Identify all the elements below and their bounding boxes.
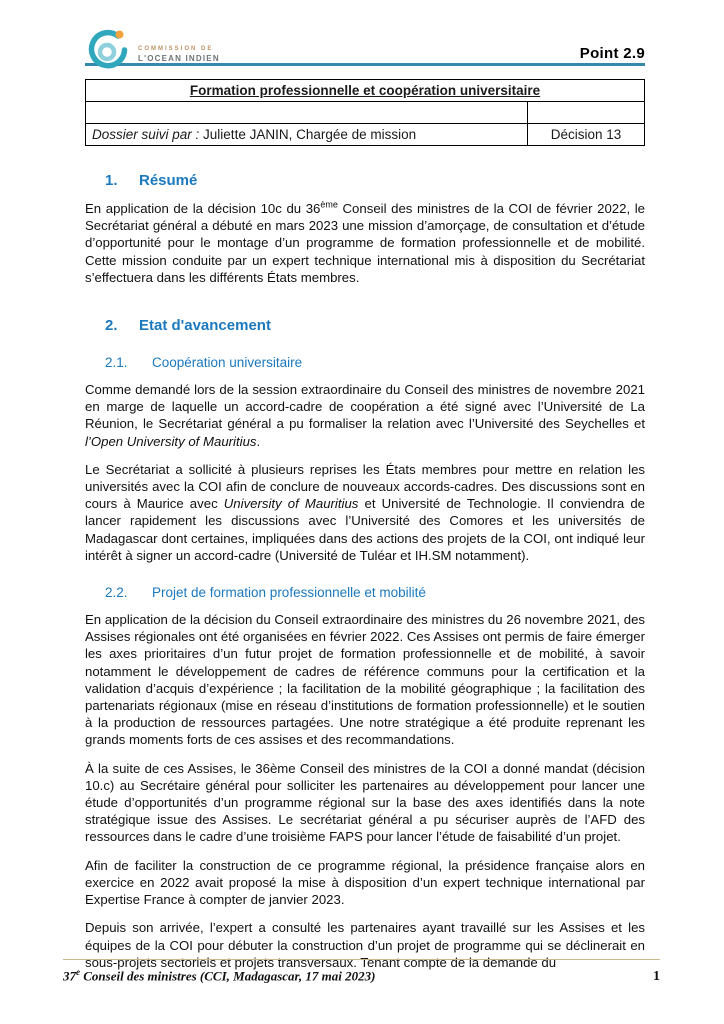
- section-2-title: Etat d'avancement: [139, 317, 271, 335]
- text-run: En application de la décision 10c du 36: [85, 201, 321, 216]
- text-run: et Université de Technologie. Il conviendra de lancer rapidement les discussions avec l’Université des Comores et les universités de Madagascar dont certaines, impliquées dans des actions des projets de la COI, ont indiqué leur intérêt à signer un accord-cadre (Université de Tuléar et IH.SM notamment).: [85, 496, 646, 563]
- section-2-1-title: Coopération universitaire: [152, 355, 303, 371]
- text-run: .: [256, 433, 261, 449]
- coi-swirl-icon: [85, 27, 131, 78]
- document-title-table: [85, 79, 645, 146]
- logo-line1: COMMISSION DE: [138, 46, 214, 52]
- text-run: Conseil des ministres de la COI de février 2022, le Secrétariat général a débuté en mars 2023 une mission d’amorçage, de consultation et d’étude d’opportunité pour le montage d’un programme de formation professionnelle et de mobilité. Cette mission conduite par un expert technique international mis à disposition du Secrétariat s’effectuera dans les différents États membres.: [85, 201, 646, 285]
- text-run: Le Secrétariat a sollicité à plusieurs reprises les États membres pour mettre en relation les universités avec la COI afin de conclure de nouveaux accords-cadres. Des discussions sont en cours à Maurice avec: [85, 461, 645, 512]
- dossier-cell: [86, 124, 528, 146]
- table-row-dossier: [86, 124, 645, 146]
- section-2-2-paragraph-3: Afin de faciliter la construction de ce programme régional, la présidence française alors en exercice en 2022 avait proposé la mise à disposition d’un expert technique international par Expertise France à compter de janvier 2023.: [85, 857, 645, 908]
- section-2-2-paragraph-1: En application de la décision du Conseil extraordinaire des ministres du 26 novembre 2021, des Assises régionales ont été organisées en février 2022. Ces Assises ont permis de faire émerger les axes prioritaires d’un futur projet de formation professionnelle et de mobilité, à savoir notamment le développement de cadres de référence communs pour la certification et la validation d’acquis d’expérience ; la facilitation de la mobilité géographique ; la facilitation des partenariats régionaux (mise en réseau d’institutions de formation professionnelle) et le soutien à la production de ressources partagées. Une notre stratégique a été produite reprenant les grands moments forts de ces assises et des recommandations.: [85, 612, 645, 748]
- text-run: Comme demandé lors de la session extraordinaire du Conseil des ministres de novembre 2021 en marge de laquelle un accord-cadre de coopération a été signé avec l’Université de La Réunion, le Secrétariat général a pu formaliser la relation avec l’Université des Seychelles et: [85, 382, 645, 432]
- text-run: Conseil des ministres (CCI, Madagascar, 17 mai 2023): [80, 968, 376, 984]
- document-content: [85, 0, 645, 971]
- superscript-run: e: [76, 967, 80, 977]
- footer-reference: [63, 967, 375, 984]
- logo-line2: L'OCEAN INDIEN: [138, 54, 220, 63]
- section-2-2-number: 2.2.: [105, 585, 128, 601]
- page-number: 1: [653, 969, 660, 985]
- dossier-label: Dossier suivi par :: [92, 127, 200, 142]
- agenda-point-label: Point 2.9: [579, 45, 645, 62]
- italic-run: University of Mauritius: [223, 496, 359, 512]
- section-2-1-paragraph-2: [85, 461, 645, 564]
- section-2-2-heading: [85, 585, 645, 600]
- section-2-2-title: Projet de formation professionnelle et mobilité: [152, 585, 426, 601]
- spacer-cell-left: [86, 102, 528, 124]
- table-row-spacer: [86, 102, 645, 124]
- section-2-number: 2.: [105, 317, 118, 335]
- section-2-1-paragraph-1: [85, 381, 645, 450]
- section-2-1-heading: [85, 355, 645, 370]
- section-2-1-number: 2.1.: [105, 355, 128, 371]
- decision-cell: Décision 13: [528, 124, 645, 146]
- table-row-title: [86, 80, 645, 102]
- spacer-cell-right: [528, 102, 645, 124]
- italic-run: l’Open University of Mauritius: [85, 433, 257, 449]
- section-2-2-paragraph-4: Depuis son arrivée, l’expert a consulté les partenaires ayant travaillé sur les Assises et les équipes de la COI pour débuter la construction d’un projet de programme qui se déclinerait en sous-projets sectoriels et projets transversaux. Tenant compte de la demande du: [85, 920, 645, 970]
- section-1-heading: [85, 172, 645, 189]
- page-footer: [63, 959, 660, 985]
- section-2-heading: [85, 317, 645, 334]
- page-header: [85, 0, 645, 63]
- section-2-2-paragraph-2: À la suite de ces Assises, le 36ème Conseil des ministres de la COI a donné mandat (décision 10.c) au Secrétaire général pour solliciter les partenaires au développement pour lancer une étude d’opportunités d’un programme régional sur la base des axes identifiés dans la note stratégique issue des Assises. Le secrétariat général a pu sécuriser auprès de l’AFD des ressources dans le cadre d’une troisième FAPS pour lancer l’étude de faisabilité d’un projet.: [85, 760, 645, 845]
- coi-logo-text: [138, 42, 220, 63]
- text-run: 37: [63, 968, 76, 984]
- section-1-number: 1.: [105, 172, 118, 189]
- superscript-run: ème: [320, 199, 338, 210]
- document-title: Formation professionnelle et coopération universitaire: [86, 80, 645, 102]
- dossier-value: Juliette JANIN, Chargée de mission: [199, 127, 417, 142]
- section-1-title: Résumé: [139, 172, 198, 189]
- section-1-paragraph: [85, 200, 645, 286]
- coi-logo: [85, 27, 220, 78]
